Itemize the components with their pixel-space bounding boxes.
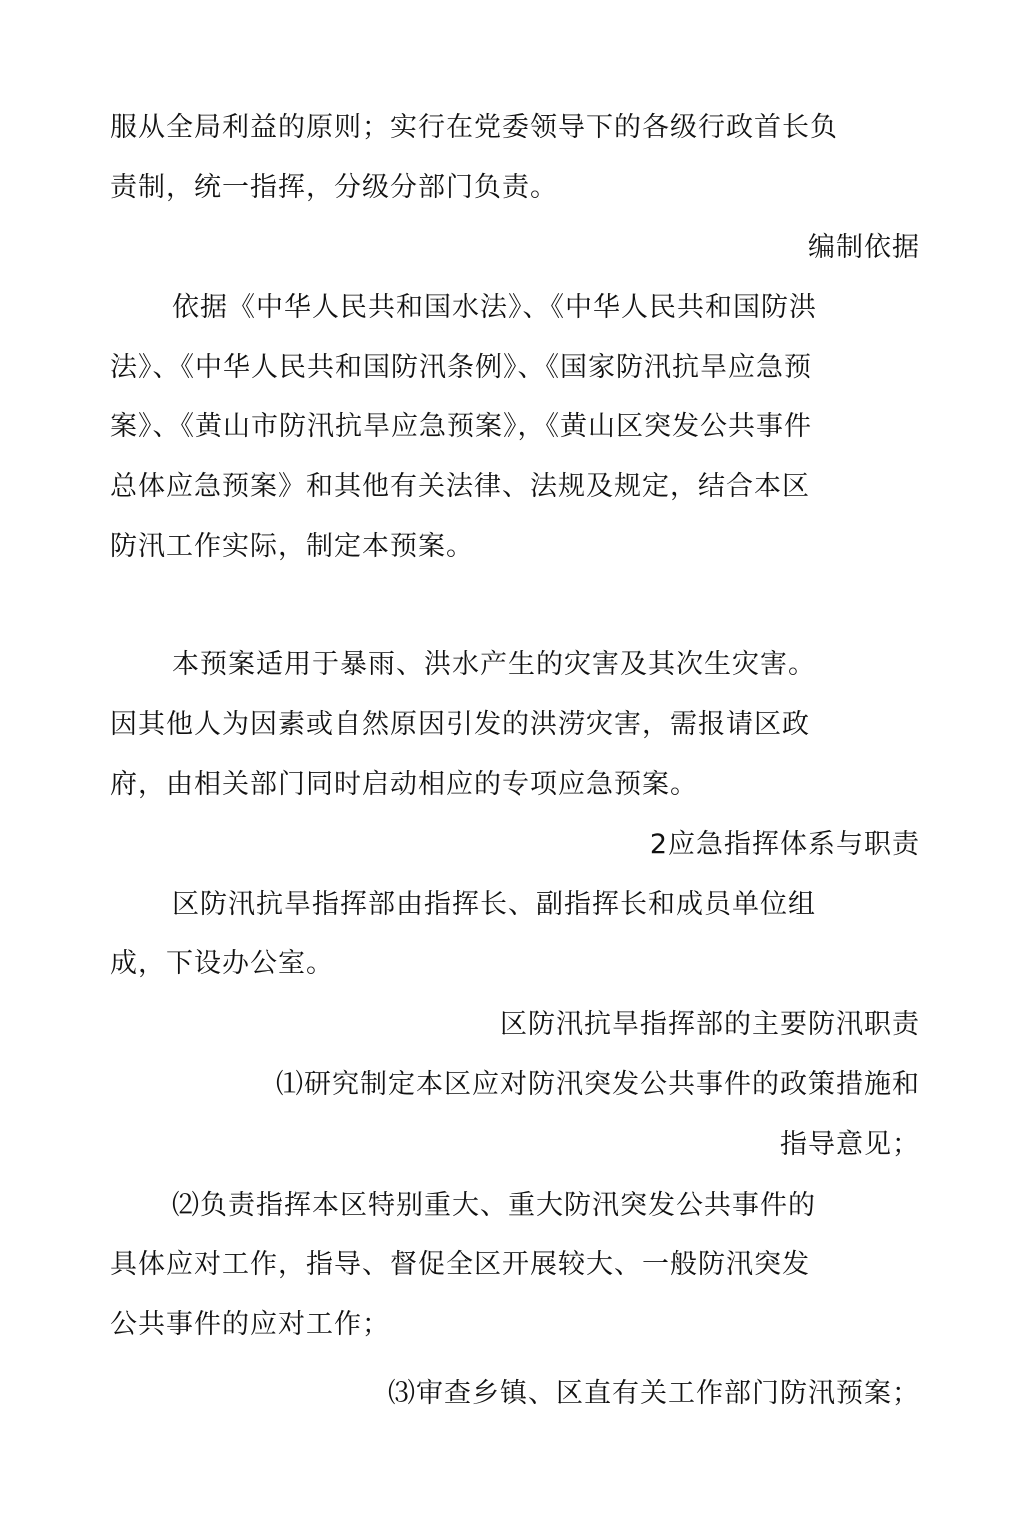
intro-line-2: 责制，统一指挥，分级分部门负责。 (110, 172, 558, 203)
basis-line-2: 法》、《中华人民共和国防汛条例》、《国家防汛抗旱应急预 (110, 352, 812, 383)
basis-line-5: 防汛工作实际，制定本预案。 (110, 531, 474, 562)
duty-item-2-line-1: ⑵负责指挥本区特别重大、重大防汛突发公共事件的 (172, 1190, 816, 1221)
basis-heading: 编制依据 (808, 232, 920, 263)
basis-line-4: 总体应急预案》和其他有关法律、法规及规定，结合本区 (110, 471, 810, 502)
section-2-line-1: 区防汛抗旱指挥部由指挥长、副指挥长和成员单位组 (172, 889, 816, 920)
duty-item-1-line-1: ⑴研究制定本区应对防汛突发公共事件的政策措施和 (276, 1069, 920, 1100)
duty-item-2-line-2: 具体应对工作，指导、督促全区开展较大、一般防汛突发 (110, 1249, 810, 1280)
duty-item-3-line-1: ⑶审查乡镇、区直有关工作部门防汛预案； (388, 1378, 920, 1409)
duty-item-2-line-3: 公共事件的应对工作； (110, 1309, 390, 1340)
basis-line-3: 案》、《黄山市防汛抗旱应急预案》，《黄山区突发公共事件 (110, 411, 812, 442)
section-2-heading: 2应急指挥体系与职责 (649, 829, 920, 860)
duty-item-1-line-2: 指导意见； (780, 1129, 920, 1160)
section-2-line-2: 成，下设办公室。 (110, 948, 334, 979)
scope-line-3: 府，由相关部门同时启动相应的专项应急预案。 (110, 769, 698, 800)
scope-line-2: 因其他人为因素或自然原因引发的洪涝灾害，需报请区政 (110, 709, 810, 740)
intro-line-1: 服从全局利益的原则；实行在党委领导下的各级行政首长负 (110, 112, 838, 143)
basis-line-1: 依据《中华人民共和国水法》、《中华人民共和国防洪 (172, 292, 817, 323)
scope-line-1: 本预案适用于暴雨、洪水产生的灾害及其次生灾害。 (172, 649, 816, 680)
duties-heading: 区防汛抗旱指挥部的主要防汛职责 (500, 1009, 920, 1040)
